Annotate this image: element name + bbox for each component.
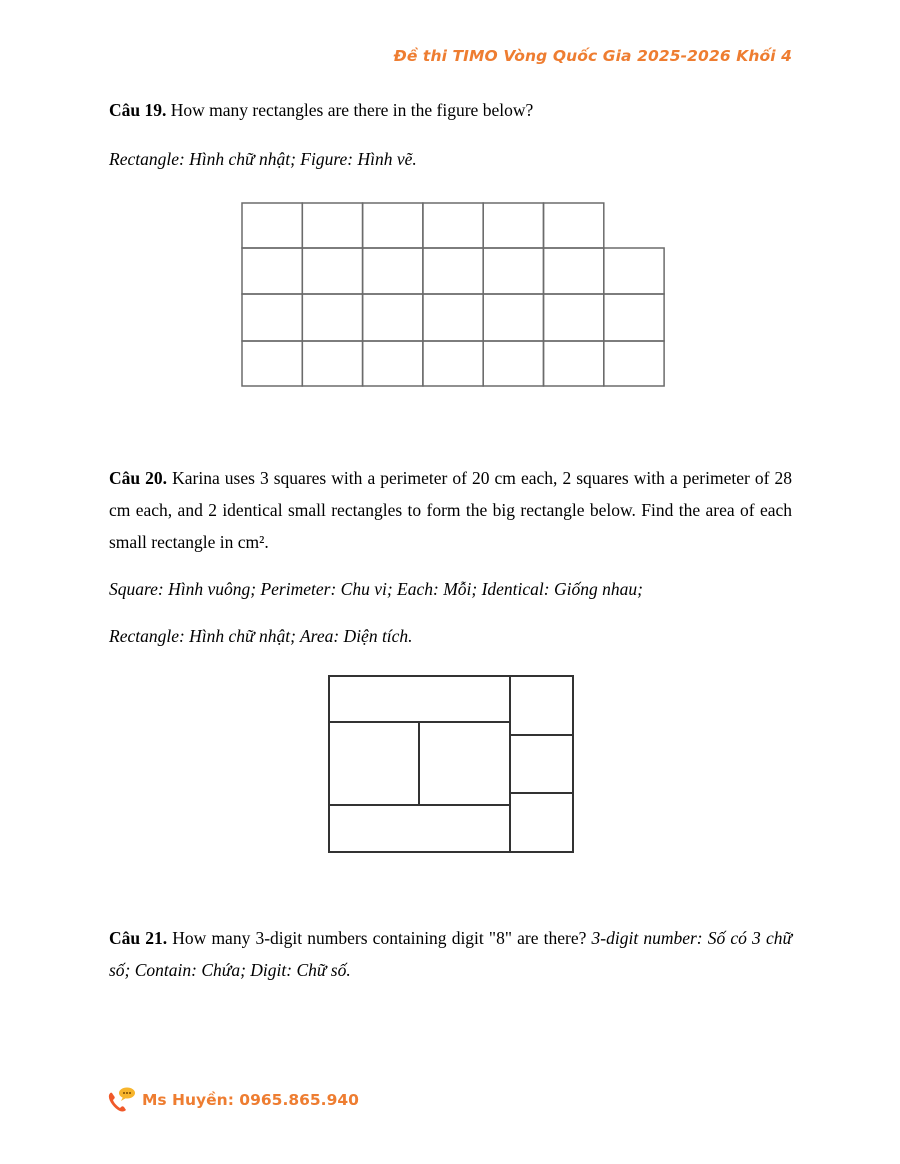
question-20-label: Câu 20.	[109, 468, 168, 488]
question-20-text: Karina uses 3 squares with a perimeter of 20 cm each, 2 squares with a perimeter of 28 cm each, and 2 identical small rectangles to form the big rectangle below. Find the area of each small rectangle in cm².	[109, 468, 792, 552]
question-21-label: Câu 21.	[109, 928, 168, 948]
footer-contact-text: Ms Huyền: 0965.865.940	[142, 1091, 359, 1109]
document-header-title: Đề thi TIMO Vòng Quốc Gia 2025-2026 Khối 4	[393, 47, 792, 65]
big-rectangle-outline	[329, 676, 573, 852]
question-21-text: How many 3-digit numbers containing digit "8" are there?	[167, 928, 587, 948]
question-21	[109, 922, 792, 986]
question-21-gloss: 3-digit number: Số có 3 chữ số; Contain: Chứa; Digit: Chữ số.	[109, 928, 793, 980]
question-19-gloss: Rectangle: Hình chữ nhật; Figure: Hình vẽ.	[109, 149, 417, 169]
phone-chat-icon	[106, 1086, 140, 1114]
footer-contact	[106, 1086, 359, 1114]
question-20-gloss-line-1: Square: Hình vuông; Perimeter: Chu vi; Each: Mỗi; Identical: Giống nhau;	[109, 579, 643, 599]
question-20-gloss-line-2: Rectangle: Hình chữ nhật; Area: Diện tích.	[109, 626, 413, 646]
question-19-label: Câu 19.	[109, 100, 167, 120]
question-19-text: How many rectangles are there in the figure below?	[166, 100, 534, 120]
